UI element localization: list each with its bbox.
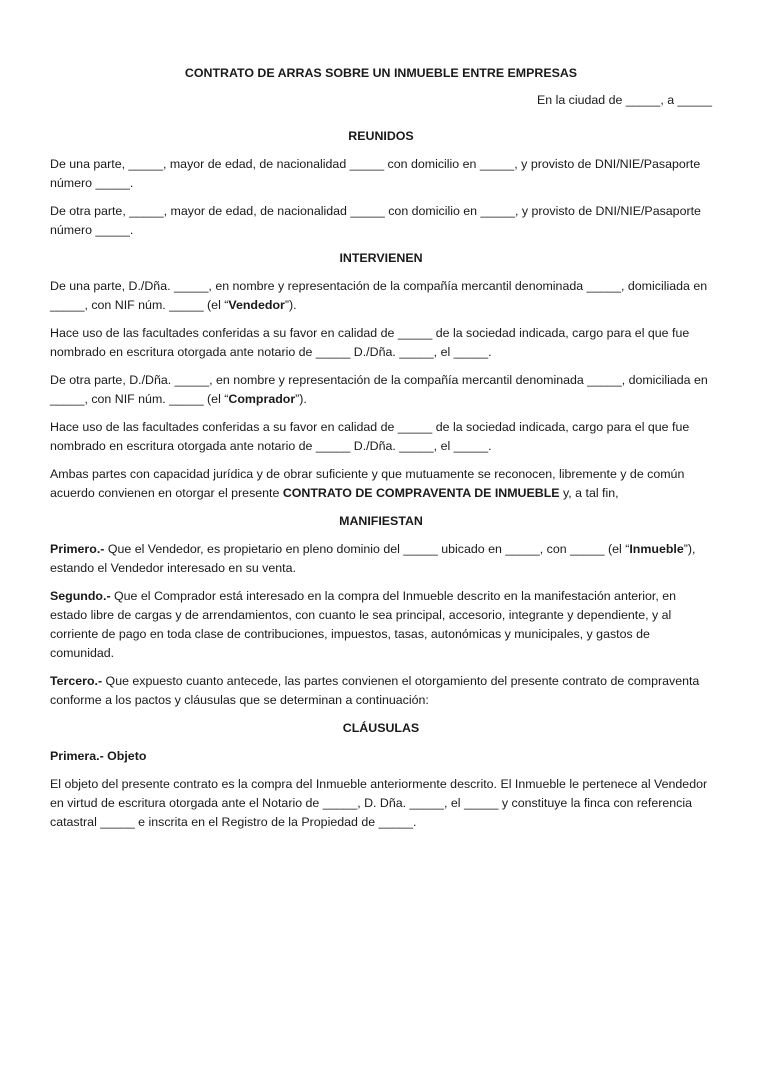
contract-page	[50, 64, 712, 841]
intervienen-paragraph-vendedor	[50, 277, 712, 315]
intervienen-paragraph-facultades-2: Hace uso de las facultades conferidas a su favor en calidad de _____ de la sociedad indicada, cargo para el que fue nombrado en escritura otorgada ante notario de _____ D./Dña. _____, el _____.	[50, 420, 690, 453]
reunidos-paragraph-1: De una parte, _____, mayor de edad, de nacionalidad _____ con domicilio en _____, y provisto de DNI/NIE/Pasaporte número _____.	[50, 157, 701, 190]
heading-reunidos: REUNIDOS	[348, 129, 414, 143]
tercero-label: Tercero.-	[50, 674, 103, 688]
clause-primera-text: El objeto del presente contrato es la compra del Inmueble anteriormente descrito. El Inmueble le pertenece al Vendedor en virtud de escritura otorgada ante el Notario de _____, D. Dña. _____, el _____ y constituye la finca con referencia catastral _____ e inscrita en el Registro de la Propiedad de _____.	[50, 777, 708, 829]
tercero-text: Que expuesto cuanto antecede, las partes convienen el otorgamiento del presente contrato de compraventa conforme a los pactos y cláusulas que se determinan a continuación:	[50, 674, 700, 707]
vendedor-term: Vendedor	[228, 298, 285, 312]
heading-manifiestan: MANIFIESTAN	[339, 514, 423, 528]
intervienen-p1-pre: De una parte, D./Dña. _____, en nombre y representación de la compañía mercantil denominada _____, domiciliada en _____, con NIF núm. _____ (el “	[50, 279, 708, 312]
manifiestan-primero	[50, 540, 712, 578]
reunidos-paragraph-2: De otra parte, _____, mayor de edad, de nacionalidad _____ con domicilio en _____, y provisto de DNI/NIE/Pasaporte número _____.	[50, 204, 701, 237]
heading-clausulas: CLÁUSULAS	[342, 721, 420, 735]
place-date-line: En la ciudad de _____, a _____	[537, 93, 712, 107]
heading-intervienen: INTERVIENEN	[339, 251, 423, 265]
intervienen-p1-post: ”).	[284, 298, 297, 312]
primero-text-b: ”), estando el Vendedor interesado en su venta.	[50, 542, 696, 575]
manifiestan-tercero	[50, 672, 712, 710]
document-title: CONTRATO DE ARRAS SOBRE UN INMUEBLE ENTRE EMPRESAS	[184, 66, 578, 80]
intervienen-p5-post: y, a tal fin,	[559, 486, 619, 500]
intervienen-paragraph-ambas-partes	[50, 465, 712, 503]
intervienen-paragraph-comprador	[50, 371, 712, 409]
clause-primera-title: Primera.- Objeto	[50, 749, 147, 763]
segundo-text: Que el Comprador está interesado en la compra del Inmueble descrito en la manifestación anterior, en estado libre de cargas y de arrendamientos, con cuanto le sea principal, accesorio, integrante y dependiente, y al corriente de pago en toda clase de contribuciones, impuestos, tasas, autonómicas y municipales, y gastos de comunidad.	[50, 589, 677, 660]
contract-name-term: CONTRATO DE COMPRAVENTA DE INMUEBLE	[282, 486, 560, 500]
primero-label: Primero.-	[50, 542, 105, 556]
intervienen-p5-pre: Ambas partes con capacidad jurídica y de obrar suficiente y que mutuamente se reconocen, libremente y de común acuerdo convienen en otorgar el presente	[50, 467, 685, 500]
segundo-label: Segundo.-	[50, 589, 111, 603]
intervienen-p3-post: ”).	[295, 392, 307, 406]
comprador-term: Comprador	[228, 392, 296, 406]
inmueble-term: Inmueble	[629, 542, 684, 556]
intervienen-p3-pre: De otra parte, D./Dña. _____, en nombre y representación de la compañía mercantil denominada _____, domiciliada en _____, con NIF núm. _____ (el “	[50, 373, 708, 406]
intervienen-paragraph-facultades-1: Hace uso de las facultades conferidas a su favor en calidad de _____ de la sociedad indicada, cargo para el que fue nombrado en escritura otorgada ante notario de _____ D./Dña. _____, el _____.	[50, 326, 690, 359]
primero-text-a: Que el Vendedor, es propietario en pleno dominio del _____ ubicado en _____, con _____ (el “	[104, 542, 630, 556]
manifiestan-segundo	[50, 587, 712, 663]
